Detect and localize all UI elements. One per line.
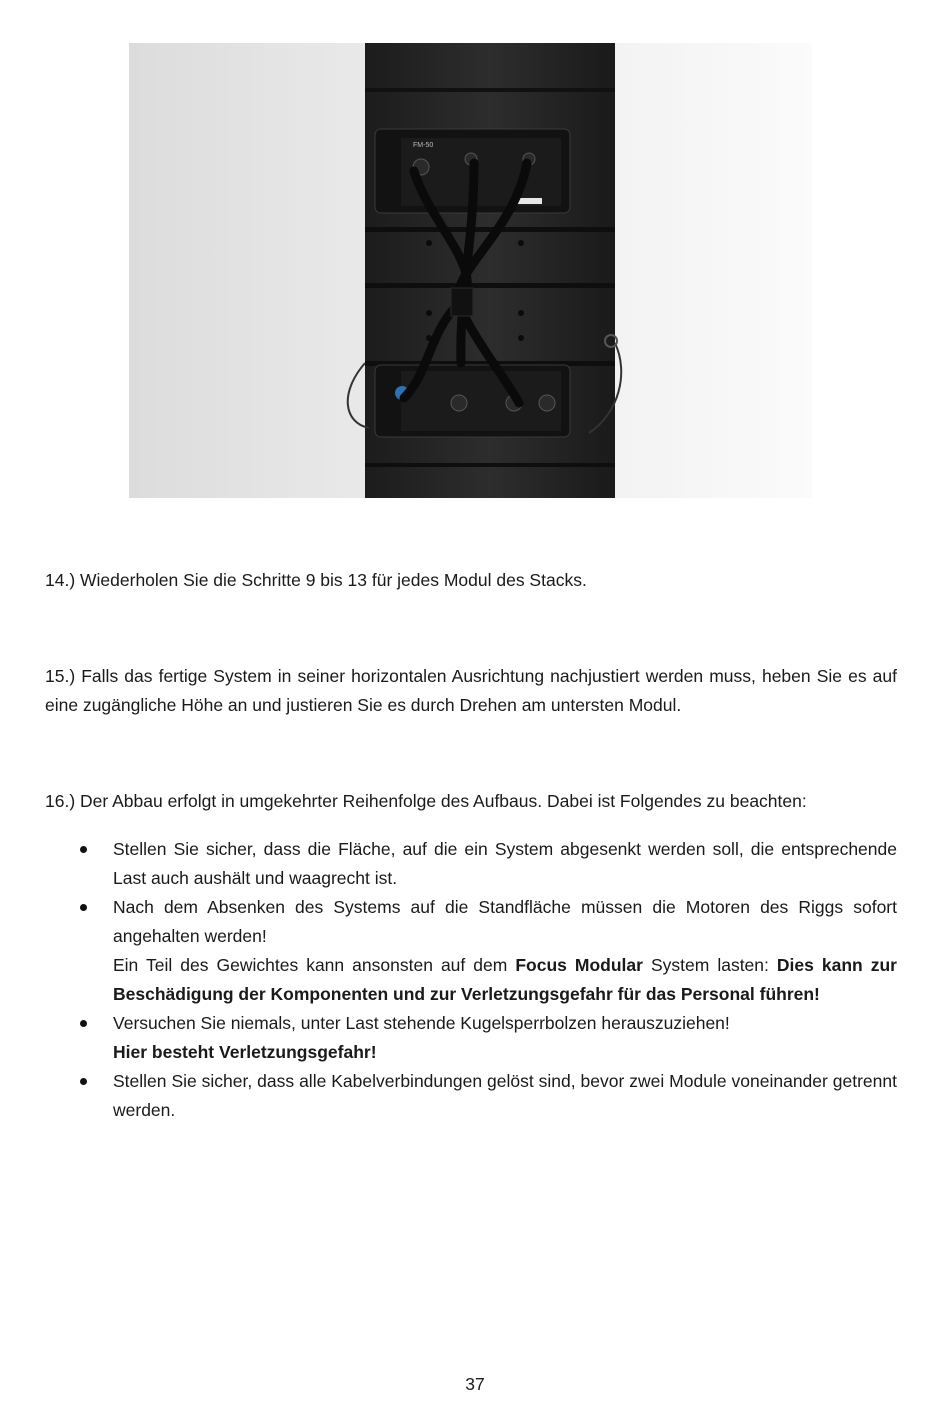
speaker-stack-illustration xyxy=(129,43,812,498)
step-14: 14.) Wiederholen Sie die Schritte 9 bis 13 für jedes Modul des Stacks. xyxy=(45,570,587,590)
bullet-text: Nach dem Absenken des Systems auf die Standfläche müssen die Motoren des Riggs sofort angehalten werden! xyxy=(113,897,897,946)
bullet-icon xyxy=(80,1020,87,1027)
step-16: 16.) Der Abbau erfolgt in umgekehrter Reihenfolge des Aufbaus. Dabei ist Folgendes zu beachten: xyxy=(45,791,807,811)
warning-text: Hier besteht Verletzungsgefahr! xyxy=(113,1042,377,1062)
bullet-icon xyxy=(80,904,87,911)
teardown-notes-list xyxy=(45,835,897,1125)
speaker-stack-photo xyxy=(129,43,812,498)
product-name: Focus Modular xyxy=(515,955,643,975)
bullet-text: Stellen Sie sicher, dass die Fläche, auf die ein System abgesenkt werden soll, die entsprechende Last auch aushält und waagrecht ist. xyxy=(113,839,897,888)
bullet-text: System lasten: xyxy=(642,955,777,975)
bullet-text: Stellen Sie sicher, dass alle Kabelverbindungen gelöst sind, bevor zwei Module voneinander getrennt werden. xyxy=(113,1071,897,1120)
bullet-icon xyxy=(80,1078,87,1085)
panel-top-label: FM-50 xyxy=(413,142,434,149)
list-item xyxy=(45,835,897,893)
bullet-text: Ein Teil des Gewichtes kann ansonsten auf dem xyxy=(113,955,516,975)
step-15: 15.) Falls das fertige System in seiner horizontalen Ausrichtung nachjustiert werden muss, heben Sie es auf eine zugängliche Höhe an und justieren Sie es durch Drehen am untersten Modul. xyxy=(45,666,897,715)
bullet-text: Versuchen Sie niemals, unter Last stehende Kugelsperrbolzen herauszuziehen! xyxy=(113,1013,730,1033)
list-item xyxy=(45,1067,897,1125)
list-item xyxy=(45,1009,897,1067)
list-item xyxy=(45,893,897,1009)
bullet-icon xyxy=(80,846,87,853)
warning-text: Dies kann zur Beschädigung der Komponenten und zur Verletzungsgefahr für das Personal führen! xyxy=(113,955,897,1004)
page-number: 37 xyxy=(465,1374,485,1394)
